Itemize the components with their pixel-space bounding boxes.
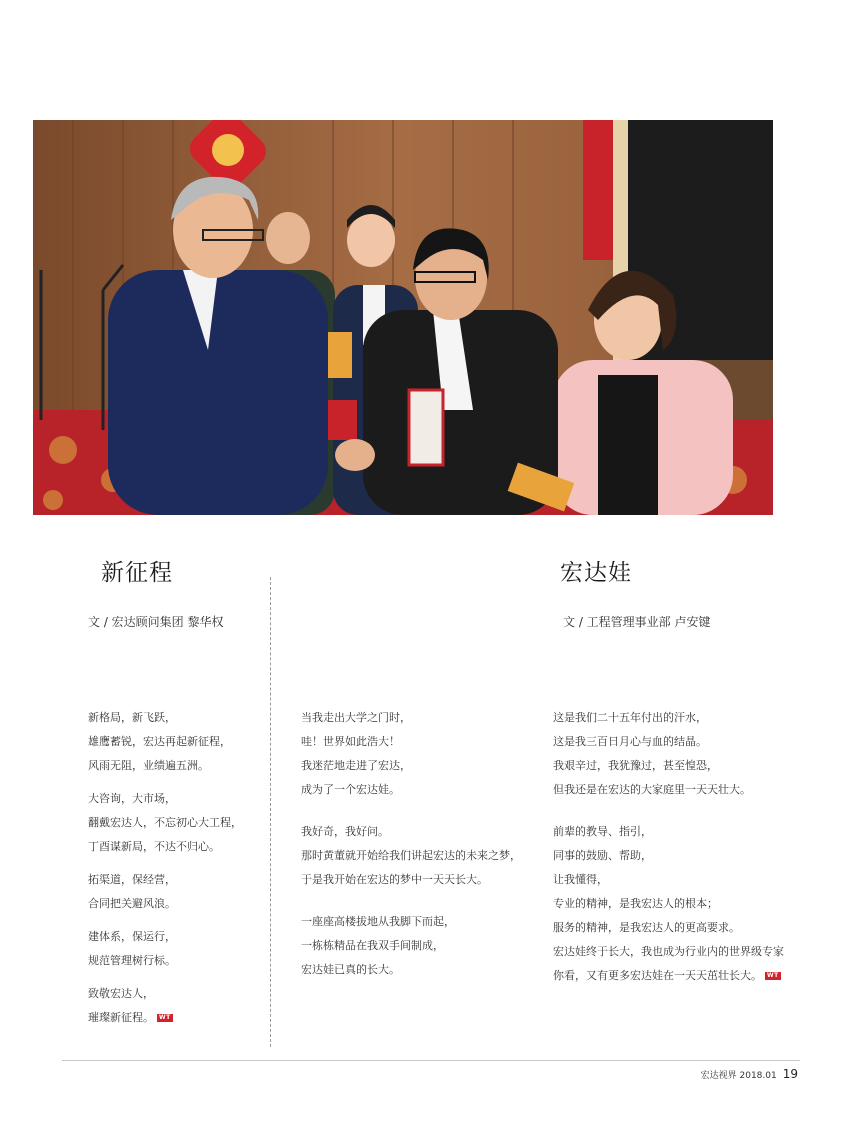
poem-line: 同事的鼓励、帮助， xyxy=(553,849,652,862)
poem-column-1 xyxy=(88,706,242,1030)
poem-line: 大咨询，大市场， xyxy=(88,792,176,805)
poem-line: 服务的精神，是我宏达人的更高要求。 xyxy=(553,921,740,934)
poem-line: 当我走出大学之门时， xyxy=(301,711,411,724)
poem-line: 于是我开始在宏达的梦中一天天长大。 xyxy=(301,873,488,886)
poem-line: 一座座高楼拔地从我脚下而起， xyxy=(301,915,455,928)
poem-line: 那时黄董就开始给我们讲起宏达的未来之梦， xyxy=(301,849,521,862)
poem-line: 这是我们二十五年付出的汗水， xyxy=(553,711,707,724)
poem-line: 雄鹰蓄锐，宏达再起新征程， xyxy=(88,735,231,748)
byline-2: 文 / 工程管理事业部 卢安键 xyxy=(563,615,711,629)
poem-line: 风雨无阻，业绩遍五洲。 xyxy=(88,759,209,772)
poem-column-3 xyxy=(553,706,784,988)
page-footer xyxy=(701,1067,798,1081)
poem-line: 我艰辛过，我犹豫过，甚至惶恐， xyxy=(553,759,718,772)
poem-column-2 xyxy=(301,706,521,982)
poem-line: 一栋栋精品在我双手间制成， xyxy=(301,939,444,952)
poem-line-text: 璀璨新征程。 xyxy=(88,1011,154,1024)
event-photo xyxy=(33,120,773,515)
poem-line: 前辈的教导、指引， xyxy=(553,825,652,838)
poem-line: 成为了一个宏达娃。 xyxy=(301,783,400,796)
poem-line: 规范管理树行标。 xyxy=(88,954,176,967)
article-title-1: 新征程 xyxy=(101,560,173,586)
end-mark: WT xyxy=(159,1014,171,1021)
poem-line: 拓渠道，保经营， xyxy=(88,873,176,886)
poem-line: 我好奇，我好问。 xyxy=(301,825,389,838)
poem-line: 这是我三百日月心与血的结晶。 xyxy=(553,735,707,748)
poem-line: 宏达娃终于长大，我也成为行业内的世界级专家 xyxy=(553,945,784,958)
article-title-2: 宏达娃 xyxy=(560,560,632,586)
poem-line xyxy=(88,1006,242,1030)
column-divider xyxy=(270,577,271,1047)
poem-line: 合同把关避风浪。 xyxy=(88,897,176,910)
poem-line-text: 你看，又有更多宏达娃在一天天茁壮长大。 xyxy=(553,969,762,982)
page-number: 19 xyxy=(782,1067,798,1081)
end-mark: WT xyxy=(767,972,779,979)
byline-1: 文 / 宏达顾问集团 黎华权 xyxy=(88,615,224,629)
poem-line: 建体系，保运行， xyxy=(88,930,176,943)
poem-line: 翻戴宏达人，不忘初心大工程， xyxy=(88,816,242,829)
poem-line: 丁酉谋新局，不达不归心。 xyxy=(88,840,220,853)
poem-line: 宏达娃已真的长大。 xyxy=(301,963,400,976)
poem-line: 我迷茫地走进了宏达， xyxy=(301,759,411,772)
poem-line: 致敬宏达人， xyxy=(88,987,154,1000)
poem-line: 哇！世界如此浩大！ xyxy=(301,735,400,748)
poem-line xyxy=(553,964,784,988)
poem-line: 但我还是在宏达的大家庭里一天天壮大。 xyxy=(553,783,751,796)
poem-line: 专业的精神，是我宏达人的根本； xyxy=(553,897,718,910)
footer-rule xyxy=(62,1060,800,1061)
poem-line: 新格局，新飞跃， xyxy=(88,711,176,724)
publication-label: 宏达视界 2018.01 xyxy=(700,1071,777,1081)
poem-line: 让我懂得， xyxy=(553,873,608,886)
